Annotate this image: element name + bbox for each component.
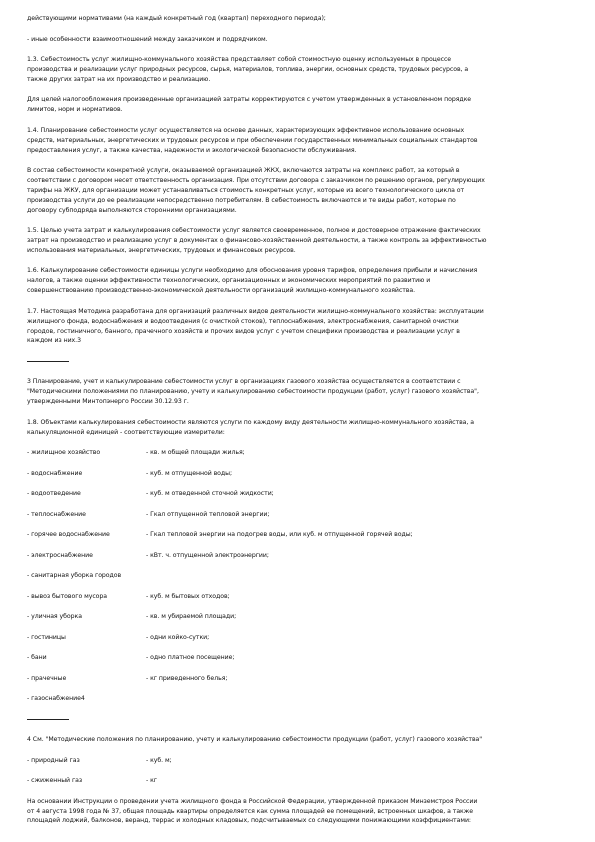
text-line: городов, гостиничного, банного, прачечного хозяйств и прочих видов услуг с учетом специфики производства и реализации услуг в <box>27 327 460 335</box>
text-line: 4 См. "Методические положения по планированию, учету и калькулированию себестоимости продукции (работ, услуг) газового хозяйства" <box>27 736 483 744</box>
list-item-unit: - кг <box>146 777 157 785</box>
list-item-unit: - Гкал отпущенной тепловой энергии; <box>146 510 270 518</box>
list-item-label: - вывоз бытового мусора <box>27 592 108 600</box>
text-line: "Методическими положениями по планированию, учету и калькулированию себестоимости продукции (работ, услуг) газового хозяйства", <box>27 388 479 396</box>
text-line: 1.5. Целью учета затрат и калькулирования себестоимости услуг является своевременное, полное и достоверное отражение фактических <box>27 227 481 235</box>
text-line: затрат на производство и реализацию услуг в документах о финансово-хозяйственной деятельности, а также контроль за эффективностью <box>27 237 487 244</box>
text-line: лимитов, норм и нормативов. <box>27 106 123 114</box>
text-line: На основании Инструкции о проведении учета жилищного фонда в Российской Федерации, утвержденной приказом Минземстроя России <box>27 797 478 805</box>
text-line: соответствии с договором несет ответственность организация. При отсутствии договора с заказчиком по решению органов, регулирующих <box>27 176 485 184</box>
text-line: В состав себестоимости конкретной услуги, оказываемой организацией ЖКХ, включаются затраты на комплекс работ, за который в <box>27 167 460 174</box>
text-line: предоставления услуг, а также качества, надежности и экологической безопасности обслуживания. <box>27 146 357 154</box>
list-item-unit: - куб. м отпущенной воды; <box>146 469 233 477</box>
text-line: - иные особенности взаимоотношений между заказчиком и подрядчиком. <box>27 35 268 43</box>
text-line: договору субподряда выполняются сторонними организациями. <box>27 206 237 214</box>
text-line: 1.4. Планирование себестоимости услуг осуществляется на основе данных, характеризующих эффективное использование основных <box>27 126 465 134</box>
list-item-label: - уличная уборка <box>27 613 82 621</box>
text-line: средств, материальных, энергетических и трудовых ресурсов и при обеспечении государственных минимальных социальных стандартов <box>27 136 478 144</box>
list-item-label: - водоснабжение <box>27 469 83 477</box>
list-item-label: - теплоснабжение <box>27 510 86 518</box>
text-line: совершенствованию производственно-экономической деятельности организаций жилищно-коммунального хозяйства. <box>27 287 416 295</box>
list-item-label: - горячее водоснабжение <box>27 531 110 539</box>
list-item-label: - жилищное хозяйство <box>27 449 101 457</box>
text-line: - санитарная уборка городов <box>27 572 122 580</box>
text-line: действующими нормативами (на каждый конкретный год (квартал) переходного периода); <box>27 15 326 22</box>
text-line: тарифы на ЖКУ, для организации может устанавливаться стоимость конкретных услуг, которые из всего технологического цикла от <box>27 186 465 194</box>
text-line: 1.6. Калькулирование себестоимости единицы услуги необходимо для обоснования уровня тарифов, определения прибыли и начисления <box>27 267 478 275</box>
list-item-unit: - Гкал тепловой энергии на подогрев воды, или куб. м отпущенной горячей воды; <box>146 531 413 539</box>
text-line: каждом из них.3 <box>27 337 81 345</box>
list-item-label: - бани <box>27 654 47 662</box>
text-line: налогов, а также оценки эффективности технологических, организационных и экономических мероприятий по развитию и <box>27 277 431 285</box>
list-item-unit: - кг приведенного белья; <box>146 674 228 682</box>
text-line: использования материальных, энергетических, трудовых и финансовых ресурсов. <box>27 246 296 254</box>
text-line: 1.8. Объектами калькулирования себестоимости являются услуги по каждому виду деятельности жилищно-коммунального хозяйства, а <box>27 418 474 426</box>
list-item-unit: - кв. м убираемой площади; <box>146 613 237 621</box>
list-item-unit: - кв. м общей площади жилья; <box>146 449 245 457</box>
list-item-label: - природный газ <box>27 756 80 764</box>
list-item-unit: - одни койко-сутки; <box>146 633 210 641</box>
list-item-unit: - одно платное посещение; <box>146 654 235 662</box>
list-item-label: - прачечные <box>27 674 67 682</box>
list-item-label: - сжиженный газ <box>27 777 83 785</box>
text-line: калькуляционной единицей - соответствующие измерители: <box>27 428 225 436</box>
text-line: площадей лоджий, балконов, веранд, террас и холодных кладовых, подсчитываемых со следующими понижающими коэффициентами: <box>27 817 471 825</box>
text-line: утвержденными Минтопэнерго России 30.12.93 г. <box>27 398 189 406</box>
text-line: 1.7. Настоящая Методика разработана для организаций различных видов деятельности жилищно-коммунального хозяйства: эксплуатации <box>27 307 484 315</box>
list-item-label: - водоотведение <box>27 490 81 498</box>
text-line: Для целей налогообложения произведенные организацией затраты корректируются с учетом утвержденных в установленном порядке <box>27 96 472 104</box>
text-line: - газоснабжение4 <box>27 695 85 703</box>
text-line: также других затрат на их производство и реализацию. <box>27 75 211 83</box>
text-line: жилищного фонда, водоснабжения и водоотведения (с очисткой стоков), теплоснабжения, электроснабжения, санитарной очистки <box>27 317 459 325</box>
list-item-unit: - куб. м бытовых отходов; <box>146 592 230 600</box>
footnote-separator <box>27 719 69 720</box>
text-line: 1.3. Себестоимость услуг жилищно-коммунального хозяйства представляет собой стоимостную оценку используемых в процессе <box>27 56 452 63</box>
list-item-unit: - кВт. ч. отпущенной электроэнергии; <box>146 551 269 559</box>
text-line: 3 Планирование, учет и калькулирование себестоимости услуг в организациях газового хозяйства осуществляется в соответствии с <box>27 378 461 386</box>
list-item-unit: - куб. м отведенной сточной жидкости; <box>146 490 274 498</box>
footnote-separator <box>27 361 69 362</box>
text-line: от 4 августа 1998 года № 37, общая площадь квартиры определяется как сумма площадей ее помещений, встроенных шкафов, а также <box>27 807 474 815</box>
list-item-label: - электроснабжение <box>27 551 93 559</box>
text-line: производства и реализации услуг природных ресурсов, сырья, материалов, топлива, энергии, основных средств, трудовых ресурсов, а <box>27 65 469 73</box>
list-item-label: - гостиницы <box>27 633 66 641</box>
list-item-unit: - куб. м; <box>146 756 172 764</box>
text-line: производства услуги до ее реализации непосредственно потребителям. В себестоимость включаются и те виды работ, которые по <box>27 196 456 204</box>
